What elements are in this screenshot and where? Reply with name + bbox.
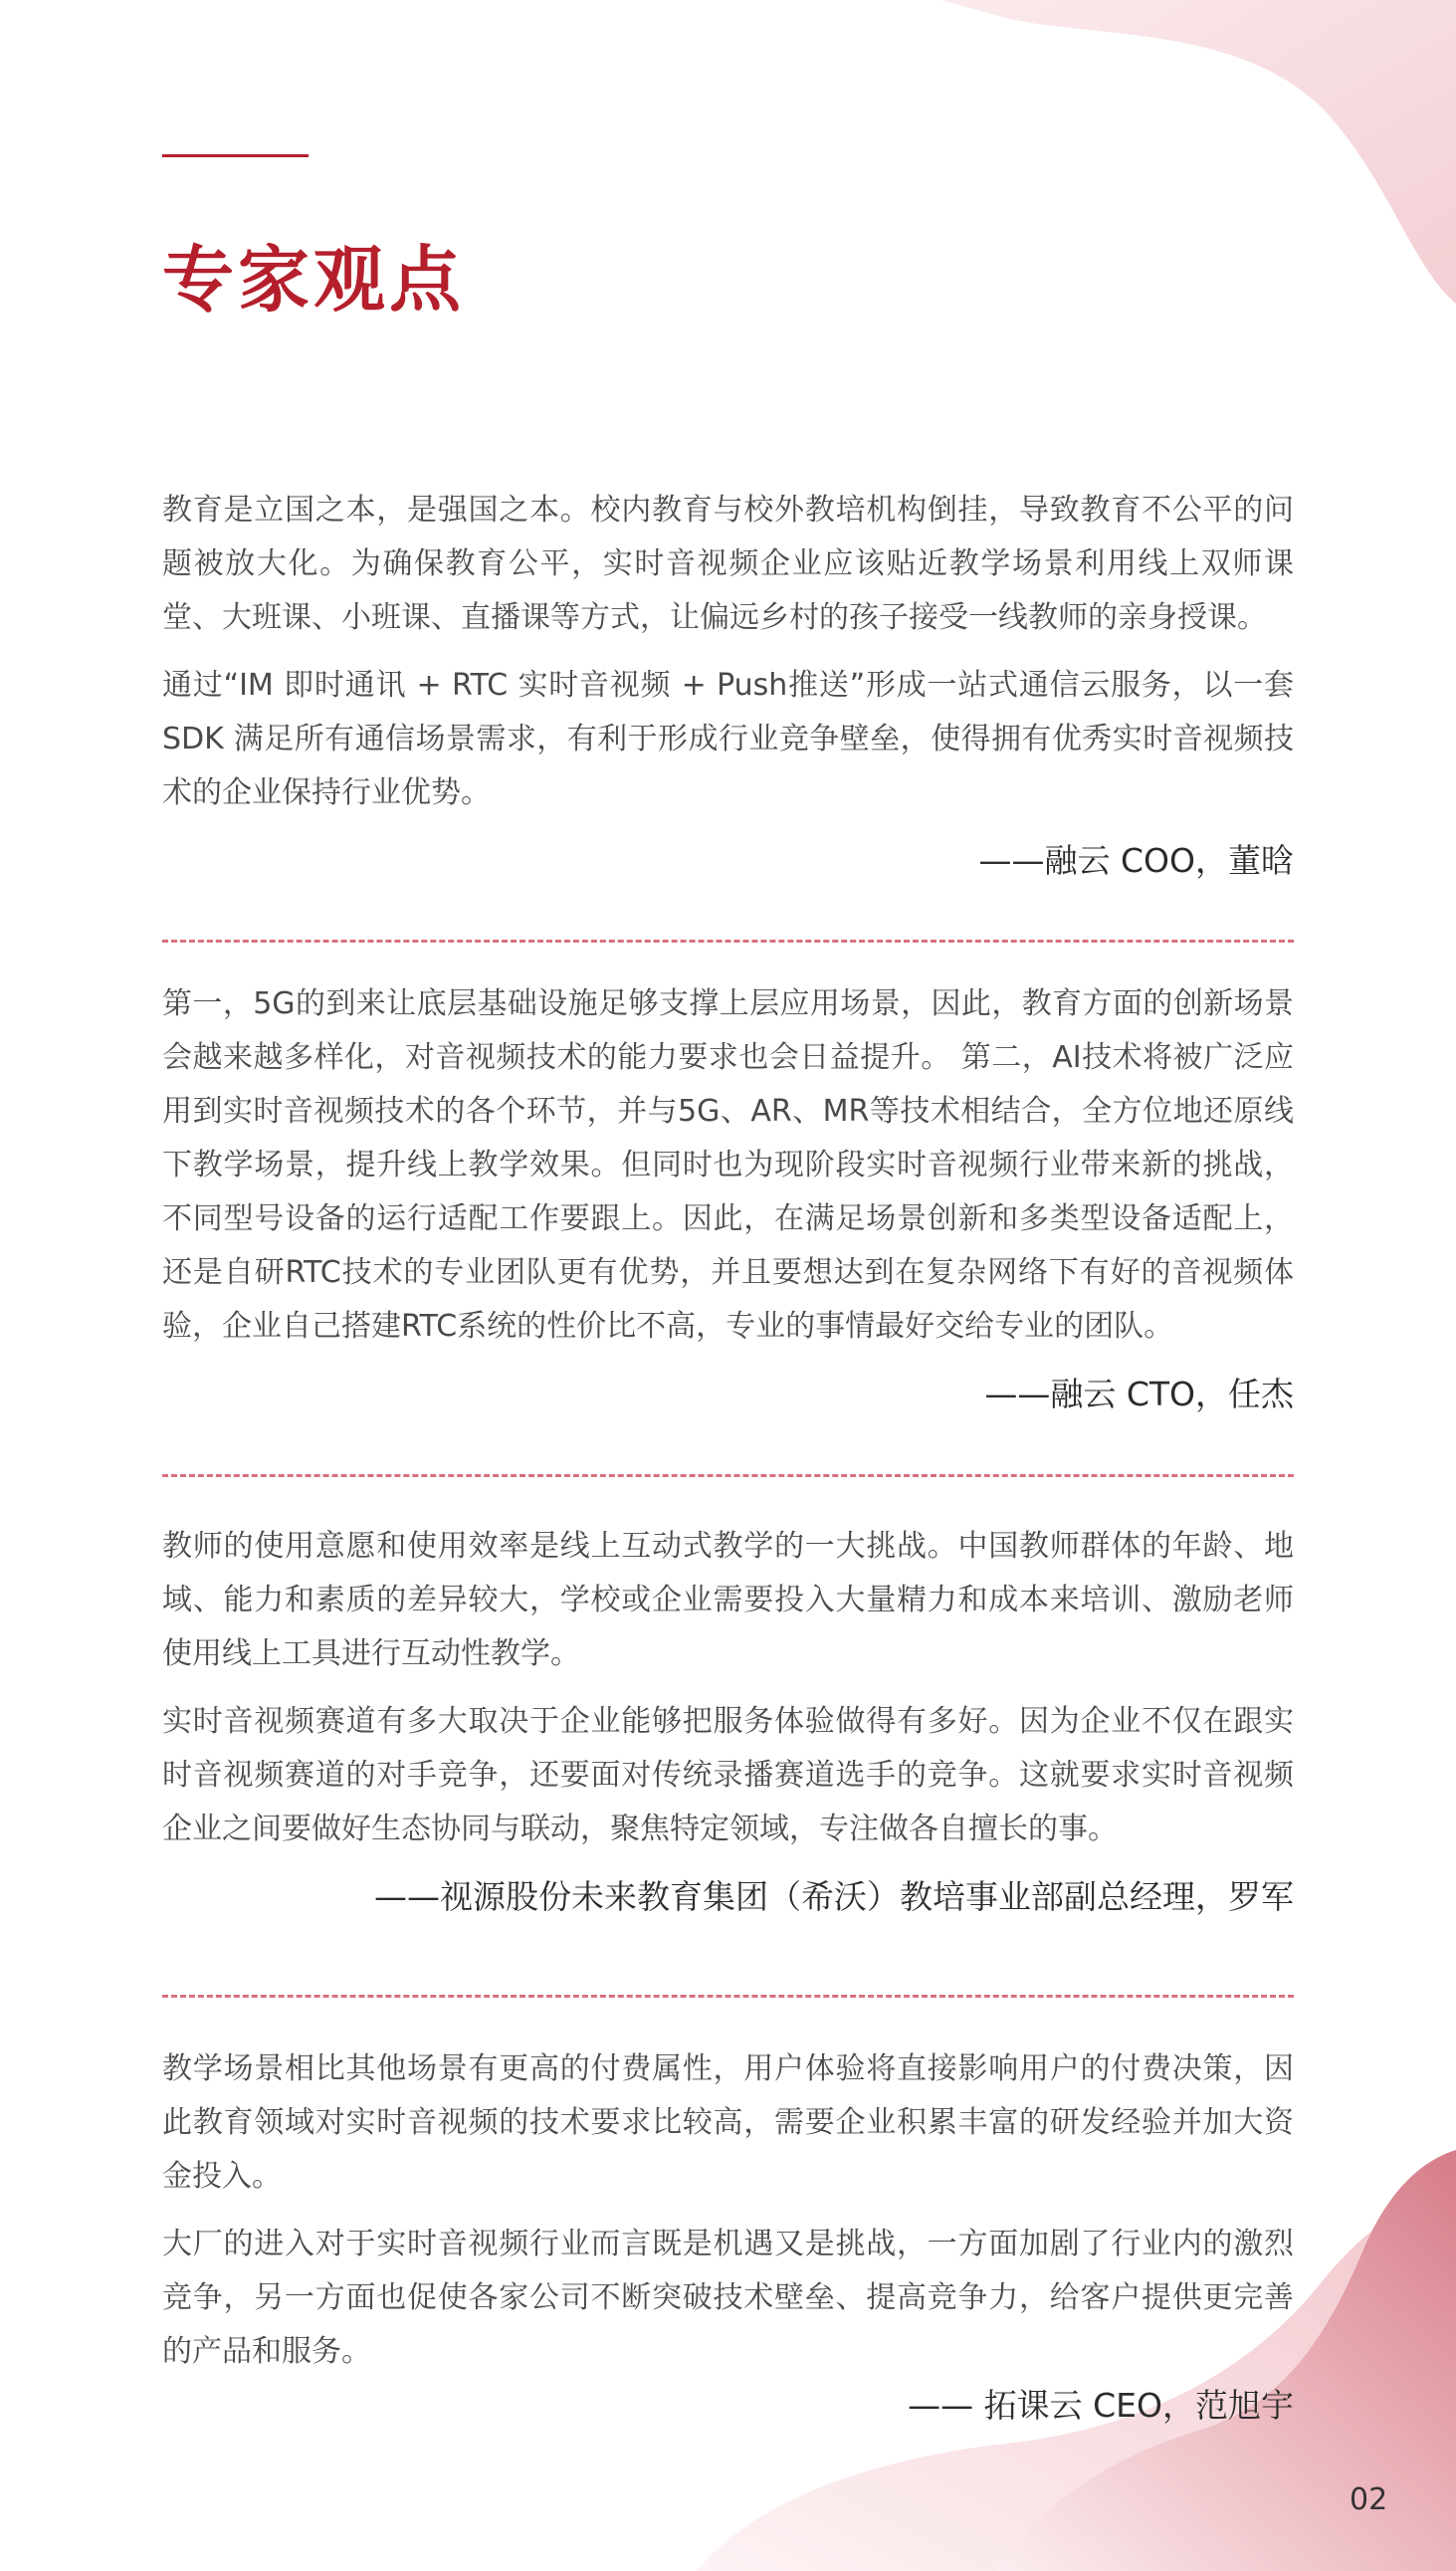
page-number: 02 [1350,2482,1388,2517]
opinion-3-paragraph-2: 实时音视频赛道有多大取决于企业能够把服务体验做得有多好。因为企业不仅在跟实时音视频赛道的对手竞争，还要面对传统录播赛道选手的竞争。这就要求实时音视频企业之间要做好生态协同与联动，聚焦特定领域，专注做各自擅长的事。 [162,1704,1294,1846]
opinion-block-3 [162,1520,1294,1924]
opinion-3-attribution: ——视源股份未来教育集团（希沃）教培事业部副总经理，罗军 [374,1877,1294,1916]
opinion-3-paragraph-1: 教师的使用意愿和使用效率是线上互动式教学的一大挑战。中国教师群体的年龄、地域、能力和素质的差异较大，学校或企业需要投入大量精力和成本来培训、激励老师使用线上工具进行互动性教学。 [162,1529,1294,1671]
section-separator-1 [162,940,1294,943]
opinion-1-paragraph-2: 通过“IM 即时通讯 + RTC 实时音视频 + Push推送”形成一站式通信云服务，以一套 SDK 满足所有通信场景需求，有利于形成行业竞争壁垒，使得拥有优秀实时音视频技术的企业保持行业优势。 [162,668,1294,810]
section-separator-3 [162,1995,1294,1998]
opinion-2-paragraph-1: 第一，5G的到来让底层基础设施足够支撑上层应用场景，因此，教育方面的创新场景会越来越多样化，对音视频技术的能力要求也会日益提升。 第二，AI技术将被广泛应用到实时音视频技术的各个环节，并与5G、AR、MR等技术相结合，全方位地还原线下教学场景，提升线上教学效果。但同时也为现阶段实时音视频行业带来新的挑战，不同型号设备的运行适配工作要跟上。因此，在满足场景创新和多类型设备适配上，还是自研RTC技术的专业团队更有优势，并且要想达到在复杂网络下有好的音视频体验，企业自己搭建RTC系统的性价比不高，专业的事情最好交给专业的团队。 [162,986,1294,1344]
opinion-4-attribution: —— 拓课云 CEO，范旭宇 [908,2386,1294,2425]
page-title: 专家观点 [162,238,466,321]
opinion-block-2 [162,977,1294,1421]
opinion-1-paragraph-1: 教育是立国之本，是强国之本。校内教育与校外教培机构倒挂，导致教育不公平的问题被放大化。为确保教育公平，实时音视频企业应该贴近教学场景利用线上双师课堂、大班课、小班课、直播课等方式，让偏远乡村的孩子接受一线教师的亲身授课。 [162,493,1294,635]
opinion-2-attribution: ——融云 CTO，任杰 [984,1375,1294,1413]
opinion-block-4 [162,2042,1294,2433]
opinion-4-paragraph-2: 大厂的进入对于实时音视频行业而言既是机遇又是挑战，一方面加剧了行业内的激烈竞争，另一方面也促使各家公司不断突破技术壁垒、提高竞争力，给客户提供更完善的产品和服务。 [162,2227,1294,2369]
section-separator-2 [162,1474,1294,1477]
opinion-4-paragraph-1: 教学场景相比其他场景有更高的付费属性，用户体验将直接影响用户的付费决策，因此教育领域对实时音视频的技术要求比较高，需要企业积累丰富的研发经验并加大资金投入。 [162,2051,1294,2194]
opinion-1-attribution: ——融云 COO，董晗 [978,841,1294,880]
title-accent-rule [162,154,309,157]
opinion-block-1 [162,484,1294,888]
